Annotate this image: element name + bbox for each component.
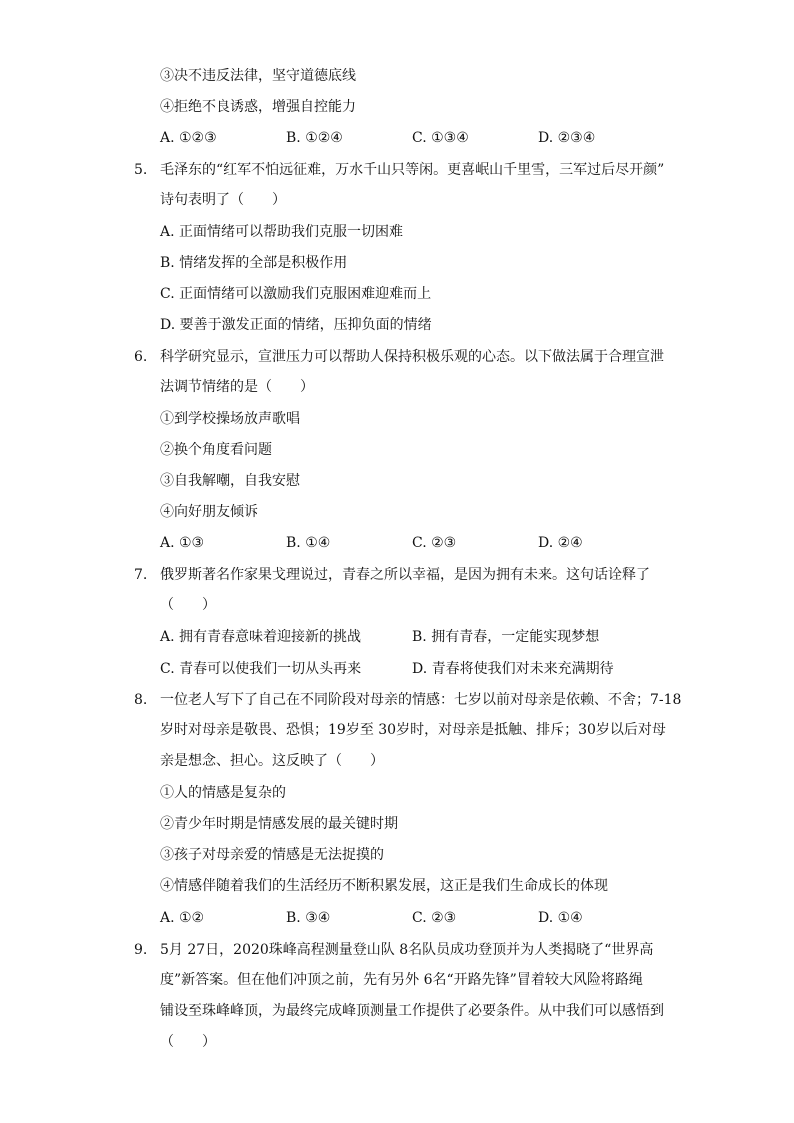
- q9-stem-line-2: 度”新答案。但在他们冲顶之前，先有另外 6名“开路先锋”冒着较大风险将路绳: [160, 972, 643, 988]
- q8-stem-line-1: 一位老人写下了自己在不同阶段对母亲的情感：七岁以前对母亲是依赖、不舍；7-18: [160, 692, 682, 708]
- q5-option-c: C. 正面情绪可以激励我们克服困难迎难而上: [160, 286, 432, 302]
- q9-stem-line-3: 铺设至珠峰峰顶，为最终完成峰顶测量工作提供了必要条件。从中我们可以感悟到: [160, 1003, 664, 1019]
- q7-stem-line-2: （ ）: [160, 597, 216, 613]
- q7-option-c: C. 青春可以使我们一切从头再来: [160, 661, 362, 677]
- q5-option-a: A. 正面情绪可以帮助我们克服一切困难: [160, 224, 404, 240]
- q5-stem-line-1: 毛泽东的“红军不怕远征难，万水千山只等闲。更喜岷山千里雪，三军过后尽开颜”: [160, 162, 665, 178]
- q6-item-2: ②换个角度看问题: [160, 442, 272, 458]
- q8-stem-line-3: 亲是想念、担心。这反映了（ ）: [160, 753, 384, 769]
- q8-item-1: ①人的情感是复杂的: [160, 785, 286, 801]
- q9-stem-line-1: 5月 27日，2020珠峰高程测量登山队 8名队员成功登顶并为人类揭晓了“世界高: [160, 942, 654, 958]
- q8-option-b: B. ③④: [286, 910, 331, 926]
- q7-stem-line-1: 俄罗斯著名作家果戈理说过，青春之所以幸福，是因为拥有未来。这句话诠释了: [160, 567, 650, 583]
- q4-option-c: C. ①③④: [412, 130, 469, 146]
- q8-option-d: D. ①④: [538, 910, 583, 926]
- q5-number: 5.: [134, 162, 148, 178]
- q7-option-d: D. 青春将使我们对未来充满期待: [412, 661, 614, 677]
- q6-option-c: C. ②③: [412, 535, 457, 551]
- q6-stem-line-2: 法调节情绪的是（ ）: [160, 379, 314, 395]
- q6-item-4: ④向好朋友倾诉: [160, 504, 258, 520]
- q7-option-a: A. 拥有青春意味着迎接新的挑战: [160, 629, 362, 645]
- q8-option-c: C. ②③: [412, 910, 457, 926]
- q9-number: 9.: [134, 942, 148, 958]
- q6-option-d: D. ②④: [538, 535, 583, 551]
- q8-item-3: ③孩子对母亲爱的情感是无法捉摸的: [160, 847, 384, 863]
- q6-number: 6.: [134, 349, 148, 365]
- q9-stem-line-4: （ ）: [160, 1034, 216, 1050]
- q4-item-4: ④拒绝不良诱惑，增强自控能力: [160, 99, 356, 115]
- q8-stem-line-2: 岁时对母亲是敬畏、恐惧；19岁至 30岁时，对母亲是抵触、排斥；30岁以后对母: [160, 722, 666, 738]
- q8-option-a: A. ①②: [160, 910, 205, 926]
- q6-option-a: A. ①③: [160, 535, 205, 551]
- q6-item-1: ①到学校操场放声歌唱: [160, 411, 300, 427]
- q5-option-b: B. 情绪发挥的全部是积极作用: [160, 255, 348, 271]
- q8-item-4: ④情感伴随着我们的生活经历不断积累发展，这正是我们生命成长的体现: [160, 878, 608, 894]
- q8-number: 8.: [134, 692, 148, 708]
- q4-option-b: B. ①②④: [286, 130, 343, 146]
- q7-number: 7.: [134, 567, 148, 583]
- q4-option-d: D. ②③④: [538, 130, 596, 146]
- q6-item-3: ③自我解嘲，自我安慰: [160, 473, 300, 489]
- q8-item-2: ②青少年时期是情感发展的最关键时期: [160, 816, 398, 832]
- q4-option-a: A. ①②③: [160, 130, 217, 146]
- q6-option-b: B. ①④: [286, 535, 331, 551]
- q4-item-3: ③决不违反法律，坚守道德底线: [160, 68, 356, 84]
- q6-stem-line-1: 科学研究显示，宣泄压力可以帮助人保持积极乐观的心态。以下做法属于合理宣泄: [160, 349, 664, 365]
- q7-option-b: B. 拥有青春，一定能实现梦想: [412, 629, 600, 645]
- q5-option-d: D. 要善于激发正面的情绪，压抑负面的情绪: [160, 317, 432, 333]
- q5-stem-line-2: 诗句表明了（ ）: [160, 192, 286, 208]
